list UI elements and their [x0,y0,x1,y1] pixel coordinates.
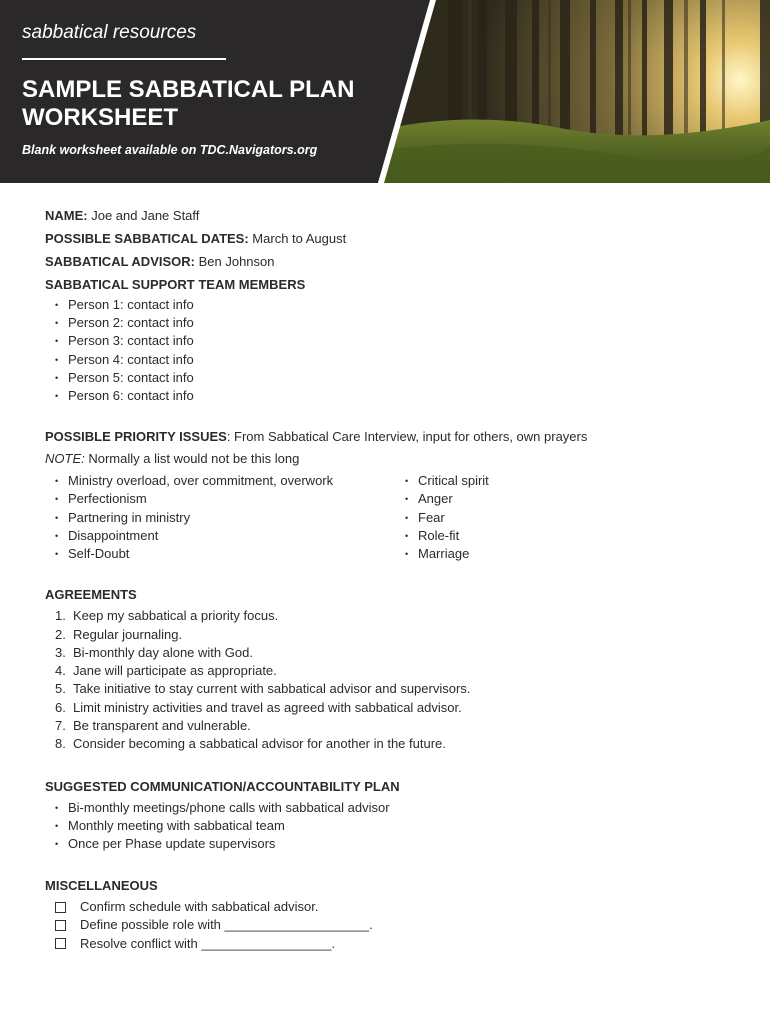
list-item [55,644,735,662]
item-text: Regular journaling. [73,626,183,642]
list-item: • Partnering in ministry [55,509,395,527]
checklist-item [55,916,735,934]
list-item [55,699,735,717]
item-text: Consider becoming a sabbatical advisor for another in the future. [73,736,446,752]
note-text: Normally a list would not be this long [84,451,300,467]
checklist-text: Confirm schedule with sabbatical advisor. [80,899,319,915]
list-item [55,662,735,680]
item-number: 2. [55,626,66,642]
checkbox[interactable] [55,938,66,949]
item-text: Take initiative to stay current with sabbatical advisor and supervisors. [73,681,471,697]
priority-columns [45,472,735,563]
misc-title: MISCELLANEOUS [45,878,158,894]
note-label: NOTE: [45,451,85,467]
item-number: 4. [55,663,66,679]
page-title: SAMPLE SABBATICAL PLAN WORKSHEET [22,76,355,131]
list-item: • Once per Phase update supervisors [55,835,735,853]
item-number: 8. [55,736,66,752]
priority-heading [45,428,735,445]
checklist-text: Define possible role with ____________________. [80,917,373,933]
list-item: • Fear [405,509,489,527]
list-item [55,735,735,753]
name-field [45,207,735,224]
item-text: Limit ministry activities and travel as agreed with sabbatical advisor. [73,699,462,715]
priority-list-right [395,472,489,563]
header-banner [0,0,770,183]
agreements-title: AGREEMENTS [45,587,137,603]
list-item: • Person 1: contact info [55,296,735,314]
list-item: • Person 5: contact info [55,369,735,387]
priority-note [45,450,735,467]
communication-list [45,799,735,854]
item-number: 6. [55,699,66,715]
support-team-title: SABBATICAL SUPPORT TEAM MEMBERS [45,277,306,292]
dates-field [45,230,735,247]
checklist-text: Resolve conflict with __________________. [80,935,336,951]
priority-value: : From Sabbatical Care Interview, input for others, own prayers [226,429,588,445]
list-item [55,626,735,644]
item-text: Be transparent and vulnerable. [73,718,251,734]
field-label: SABBATICAL ADVISOR: [45,254,195,269]
list-item: • Disappointment [55,527,395,545]
item-text: Jane will participate as appropriate. [73,663,277,679]
worksheet-body [45,207,735,953]
list-item [55,717,735,735]
priority-label: POSSIBLE PRIORITY ISSUES [45,429,227,445]
list-item: • Person 4: contact info [55,351,735,369]
list-item: • Bi-monthly meetings/phone calls with sabbatical advisor [55,799,735,817]
kicker-rule [22,58,226,60]
support-team-list [45,296,735,405]
item-text: Keep my sabbatical a priority focus. [73,608,279,624]
field-value: Ben Johnson [194,254,275,269]
priority-list-left [45,472,395,563]
item-number: 5. [55,681,66,697]
list-item: • Marriage [405,545,489,563]
list-item: • Anger [405,490,489,508]
list-item [55,680,735,698]
list-item: • Person 2: contact info [55,314,735,332]
item-number: 3. [55,644,66,660]
list-item [55,607,735,625]
checklist-item [55,898,735,916]
list-item: • Person 3: contact info [55,332,735,350]
misc-checklist [45,898,735,953]
list-item: • Self-Doubt [55,545,395,563]
agreements-list [45,607,735,753]
checkbox[interactable] [55,920,66,931]
list-item: • Role-fit [405,527,489,545]
list-item: • Ministry overload, over commitment, overwork [55,472,395,490]
item-number: 7. [55,718,66,734]
page-subtitle: Blank worksheet available on TDC.Navigators.org [22,143,318,157]
item-number: 1. [55,608,66,624]
checklist-item [55,935,735,953]
field-value: March to August [248,231,347,246]
field-label: NAME: [45,208,88,223]
item-text: Bi-monthly day alone with God. [73,644,253,660]
list-item: • Critical spirit [405,472,489,490]
list-item: • Perfectionism [55,490,395,508]
field-label: POSSIBLE SABBATICAL DATES: [45,231,249,246]
advisor-field [45,253,735,270]
list-item: • Person 6: contact info [55,387,735,405]
list-item: • Monthly meeting with sabbatical team [55,817,735,835]
kicker-text: sabbatical resources [22,22,197,43]
field-value: Joe and Jane Staff [87,208,200,223]
checkbox[interactable] [55,902,66,913]
communication-title: SUGGESTED COMMUNICATION/ACCOUNTABILITY PLAN [45,778,400,794]
